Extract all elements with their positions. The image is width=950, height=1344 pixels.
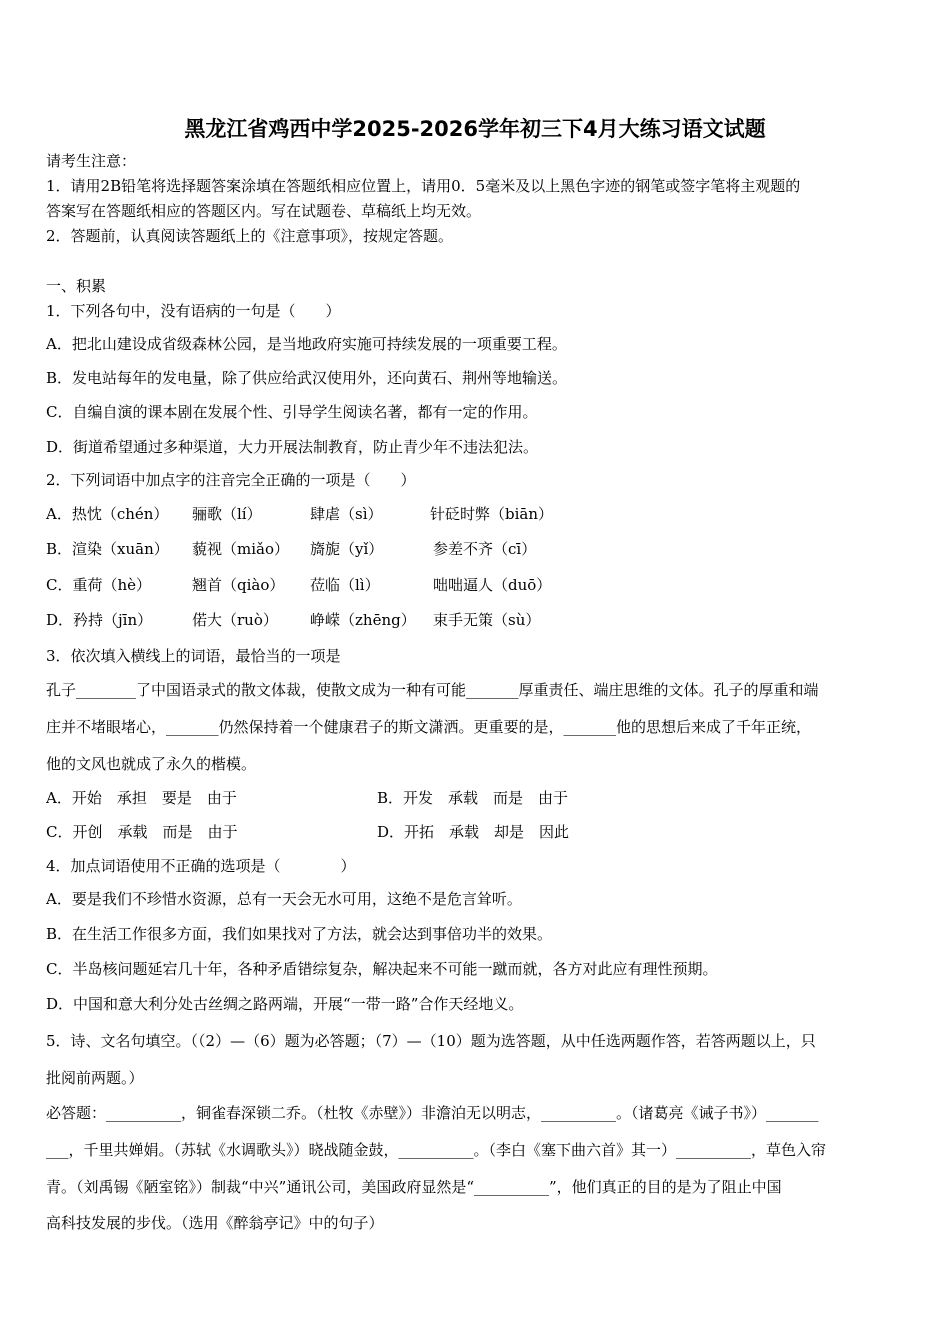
notice-2: 2．答题前，认真阅读答题纸上的《注意事项》，按规定答题。 (46, 227, 454, 245)
q2-option-c-item-1: C．重荷（hè） (46, 576, 152, 594)
q2-option-c-item-4: 咄咄逼人（duō） (433, 576, 552, 594)
q2-stem: 2．下列词语中加点字的注音完全正确的一项是（ ） (46, 471, 416, 489)
q2-option-b-item-2: 藐视（miǎo） (192, 540, 289, 558)
q2-option-a-item-3: 肆虐（sì） (310, 505, 383, 523)
q3-stem: 3．依次填入横线上的词语，最恰当的一项是 (46, 647, 341, 665)
q5-stem-cont: 批阅前两题。） (46, 1069, 144, 1087)
q5-stem: 5．诗、文名句填空。（（2）—（6）题为必答题；（7）—（10）题为选答题，从中任选两题作答，若答两题以上，只 (46, 1032, 816, 1050)
q1-option-a: A．把北山建设成省级森林公园，是当地政府实施可持续发展的一项重要工程。 (46, 335, 567, 353)
q4-option-d: D．中国和意大利分处古丝绸之路两端，开展“一带一路”合作天经地义。 (46, 995, 524, 1013)
q2-option-a-item-2: 骊歌（lí） (192, 505, 262, 523)
q4-option-a: A．要是我们不珍惜水资源，总有一天会无水可用，这绝不是危言耸听。 (46, 890, 522, 908)
q4-stem: 4．加点词语使用不正确的选项是（ ） (46, 857, 356, 875)
notice-1: 1．请用2B铅笔将选择题答案涂填在答题纸相应位置上，请用0．5毫米及以上黑色字迹的钢笔或签字笔将主观题的 (46, 177, 801, 195)
q1-option-c: C．自编自演的课本剧在发展个性、引导学生阅读名著，都有一定的作用。 (46, 403, 538, 421)
q2-option-d-item-3: 峥嵘（zhēng） (310, 611, 416, 629)
q1-stem: 1．下列各句中，没有语病的一句是（ ） (46, 302, 341, 320)
q2-option-c-item-2: 翘首（qiào） (192, 576, 285, 594)
section-heading: 一、积累 (46, 277, 107, 295)
q3-option-a: A．开始 承担 要是 由于 (46, 789, 237, 807)
q5-fill-2: ___，千里共婵娟。（苏轼《水调歌头》）晓战随金鼓，__________。（李白《塞下曲六首》其一）__________，草色入帘 (46, 1141, 827, 1159)
notice-heading: 请考生注意： (46, 152, 137, 170)
notice-1-cont: 答案写在答题纸相应的答题区内。写在试题卷、草稿纸上均无效。 (46, 202, 482, 220)
q2-option-d-item-1: D．矜持（jīn） (46, 611, 153, 629)
q1-option-b: B．发电站每年的发电量，除了供应给武汉使用外，还向黄石、荆州等地输送。 (46, 369, 568, 387)
q3-option-b: B．开发 承载 而是 由于 (377, 789, 569, 807)
q5-fill-4: 高科技发展的步伐。（选用《醉翁亭记》中的句子） (46, 1214, 384, 1232)
q2-option-d-item-4: 束手无策（sù） (433, 611, 541, 629)
q3-option-d: D．开拓 承载 却是 因此 (377, 823, 570, 841)
q4-option-c: C．半岛核问题延宕几十年，各种矛盾错综复杂，解决起来不可能一蹴而就，各方对此应有理性预期。 (46, 960, 718, 978)
q3-passage-3: 他的文风也就成了永久的楷模。 (46, 755, 257, 773)
q5-fill-3: 青。（刘禹锡《陋室铭》）制裁“中兴”通讯公司，美国政府显然是“__________”，他们真正的目的是为了阻止中国 (46, 1178, 782, 1196)
q2-option-a-item-4: 针砭时弊（biān） (430, 505, 554, 523)
q3-option-c: C．开创 承载 而是 由于 (46, 823, 238, 841)
q2-option-c-item-3: 莅临（lì） (310, 576, 380, 594)
q2-option-b-item-3: 旖旎（yǐ） (310, 540, 384, 558)
q3-passage-2: 庄并不堵眼堵心，_______仍然保持着一个健康君子的斯文潇洒。更重要的是，_______他的思想后来成了千年正统， (46, 718, 812, 736)
q4-option-b: B．在生活工作很多方面，我们如果找对了方法，就会达到事倍功半的效果。 (46, 925, 553, 943)
q1-option-d: D．街道希望通过多种渠道，大力开展法制教育，防止青少年不违法犯法。 (46, 438, 539, 456)
q3-passage-1: 孔子________了中国语录式的散文体裁，使散文成为一种有可能_______厚重责任、端庄思维的文体。孔子的厚重和端 (46, 681, 819, 699)
q2-option-a-item-1: A．热忱（chén） (46, 505, 169, 523)
page-title: 黑龙江省鸡西中学2025-2026学年初三下4月大练习语文试题 (184, 117, 766, 141)
q2-option-b-item-1: B．渲染（xuān） (46, 540, 169, 558)
q2-option-d-item-2: 偌大（ruò） (192, 611, 278, 629)
q2-option-b-item-4: 参差不齐（cī） (433, 540, 537, 558)
q5-fill-1: 必答题：__________，铜雀春深锁二乔。（杜牧《赤壁》）非澹泊无以明志，__________。（诸葛亮《诫子书》）_______ (46, 1104, 819, 1122)
